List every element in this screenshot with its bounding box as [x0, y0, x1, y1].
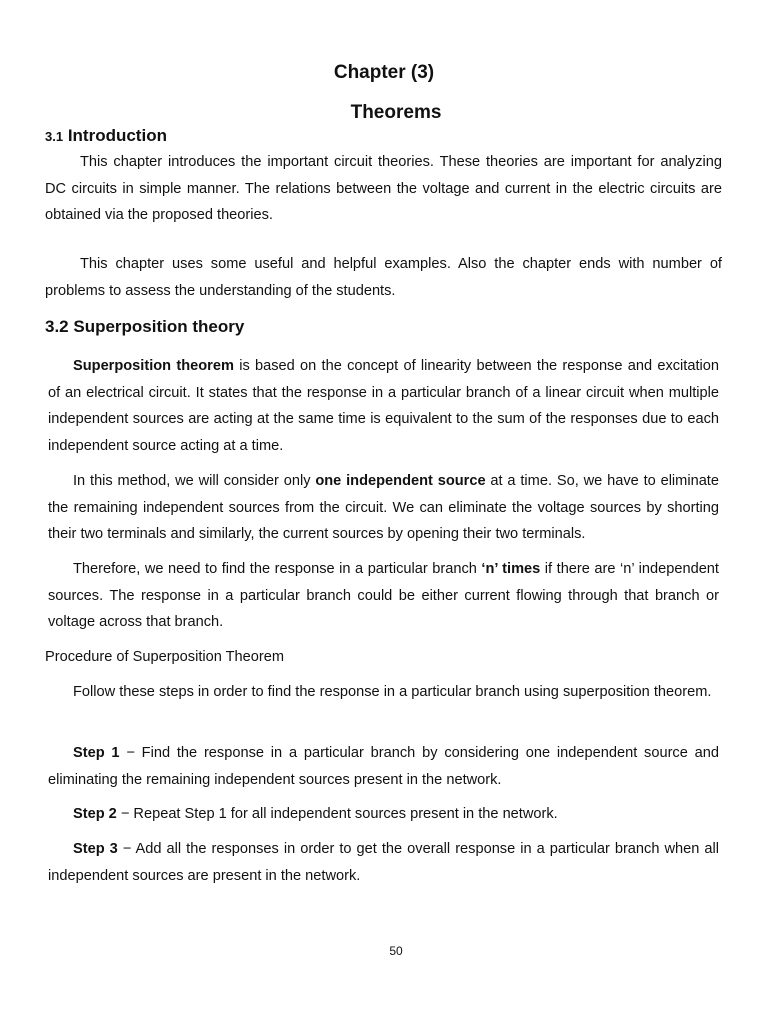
- step-2: Step 2 − Repeat Step 1 for all independent sources present in the network.: [73, 806, 558, 822]
- step-label: Step 1: [73, 745, 120, 761]
- intro-paragraph-2: This chapter uses some useful and helpful examples. Also the chapter ends with number of problems to assess the understanding of the students.: [45, 256, 722, 299]
- step-label: Step 2: [73, 806, 117, 822]
- step-label: Step 3: [73, 841, 118, 857]
- superposition-paragraph-1: Superposition theorem is based on the concept of linearity between the response and excitation of an electrical circuit. It states that the response in a particular branch of a linear circuit when multiple independent sources are acting at the same time is equivalent to the sum of the responses due to each independent source acting at a time.: [48, 358, 719, 454]
- intro-paragraph-1: This chapter introduces the important circuit theories. These theories are important for analyzing DC circuits in simple manner. The relations between the voltage and current in the electric circuits are obtained via the proposed theories.: [45, 154, 722, 223]
- procedure-title: Procedure of Superposition Theorem: [45, 649, 285, 665]
- section-title: Introduction: [67, 126, 167, 145]
- chapter-title: Theorems: [350, 102, 442, 123]
- procedure-intro: Follow these steps in order to find the response in a particular branch using superposition theorem.: [73, 684, 712, 700]
- chapter-label: Chapter (3): [333, 62, 435, 83]
- step-1: Step 1 − Find the response in a particular branch by considering one independent source and eliminating the remaining independent sources present in the network.: [48, 745, 719, 788]
- bold-term: ‘n’ times: [481, 561, 541, 577]
- section-heading-introduction: [45, 126, 167, 146]
- superposition-paragraph-3: Therefore, we need to find the response in a particular branch ‘n’ times if there are ‘n’ independent sources. The response in a particular branch could be either current flowing through that branch or voltage across that branch.: [48, 561, 719, 630]
- section-number: 3.1: [45, 129, 64, 144]
- bold-term: one independent source: [315, 473, 486, 489]
- superposition-paragraph-2: In this method, we will consider only one independent source at a time. So, we have to eliminate the remaining independent sources from the circuit. We can eliminate the voltage sources by shorting their two terminals and similarly, the current sources by opening their two terminals.: [48, 473, 719, 542]
- bold-term: Superposition theorem: [73, 358, 234, 374]
- page-number: 50: [389, 944, 403, 958]
- step-3: Step 3 − Add all the responses in order to get the overall response in a particular branch when all independent sources are present in the network.: [48, 841, 720, 884]
- section-heading-superposition: 3.2 Superposition theory: [45, 317, 245, 336]
